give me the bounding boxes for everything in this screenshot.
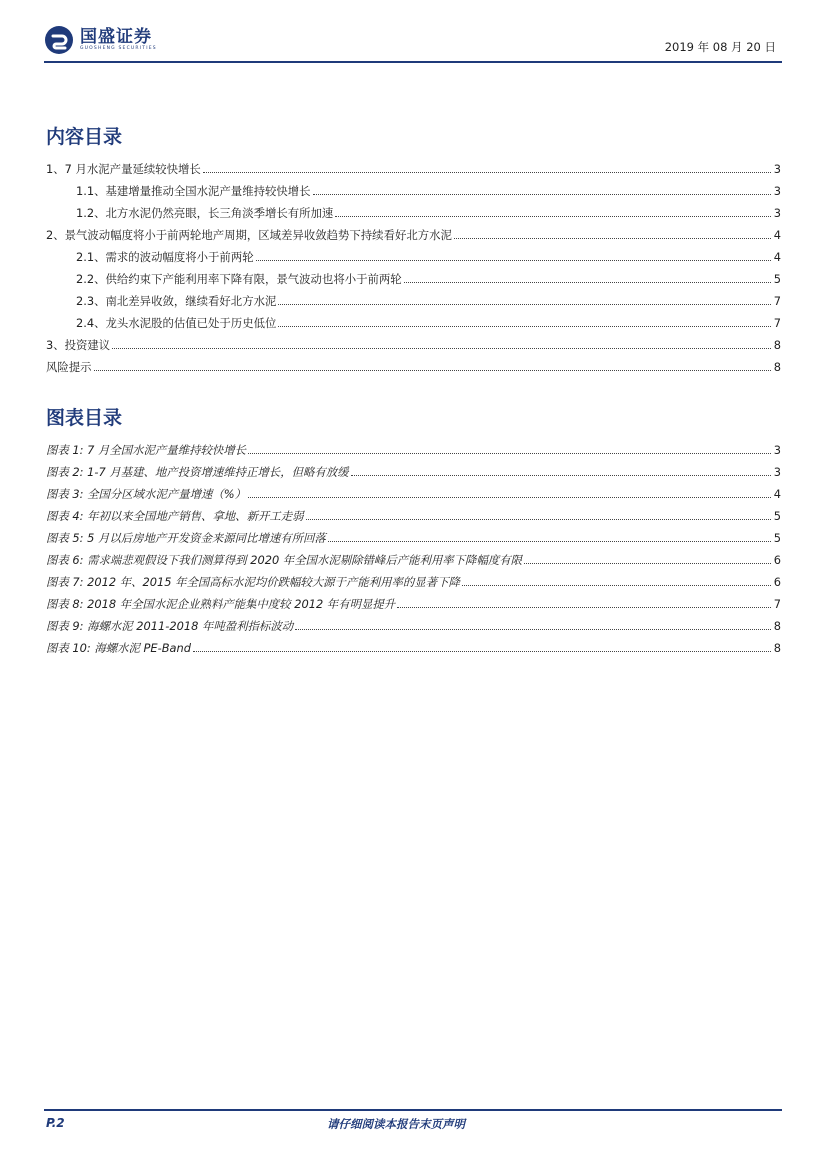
leader-dots: [248, 453, 771, 454]
figure-entry-label: 图表 8: 2018 年全国水泥企业熟料产能集中度较 2012 年有明显提升: [46, 597, 396, 611]
leader-dots: [203, 172, 771, 173]
toc-entry-page: 5: [773, 272, 781, 286]
toc-entry-page: 3: [773, 162, 781, 176]
leader-dots: [256, 260, 771, 261]
page-header: [44, 22, 782, 62]
figure-entry[interactable]: [46, 615, 781, 633]
leader-dots: [454, 238, 771, 239]
figure-entry-label: 图表 6: 需求端悲观假设下我们测算得到 2020 年全国水泥剔除错峰后产能利用率下降幅度有限: [46, 553, 523, 567]
figure-entry-page: 7: [773, 597, 781, 611]
leader-dots: [404, 282, 771, 283]
toc-entry-label: 2、景气波动幅度将小于前两轮地产周期，区域差异收敛趋势下持续看好北方水泥: [46, 228, 452, 242]
report-date: 2019 年 08 月 20 日: [664, 40, 776, 54]
toc-entry-label: 2.2、供给约束下产能利用率下降有限，景气波动也将小于前两轮: [76, 272, 402, 286]
toc-entry-label: 风险提示: [46, 360, 92, 374]
footer-divider: [44, 1109, 782, 1111]
leader-dots: [335, 216, 770, 217]
toc-entry[interactable]: [46, 334, 781, 352]
figure-entry[interactable]: [46, 439, 781, 457]
toc-entry-page: 4: [773, 228, 781, 242]
figure-entry-page: 3: [773, 443, 781, 457]
leader-dots: [351, 475, 771, 476]
leader-dots: [295, 629, 771, 630]
toc-entry-label: 2.4、龙头水泥股的估值已处于历史低位: [76, 316, 277, 330]
contents-title: 内容目录: [46, 126, 123, 148]
toc-entry-page: 3: [773, 206, 781, 220]
figure-entry-page: 6: [773, 575, 781, 589]
figure-entry-label: 图表 10: 海螺水泥 PE-Band: [46, 641, 191, 655]
leader-dots: [462, 585, 771, 586]
figures-title: 图表目录: [46, 407, 123, 429]
figure-entry-label: 图表 2: 1-7 月基建、地产投资增速维持正增长，但略有放缓: [46, 465, 349, 479]
figure-entry-page: 3: [773, 465, 781, 479]
figure-entry-page: 5: [773, 531, 781, 545]
logo-mark-icon: [44, 25, 74, 55]
toc-entry-page: 7: [773, 294, 781, 308]
page-number: P.2: [46, 1116, 65, 1130]
toc-entry[interactable]: [76, 290, 781, 308]
leader-dots: [278, 326, 770, 327]
figure-entry[interactable]: [46, 593, 781, 611]
logo-name-en: GUOSHENG SECURITIES: [80, 46, 157, 51]
figure-entry[interactable]: [46, 483, 781, 501]
figure-entry[interactable]: [46, 505, 781, 523]
toc-entry-page: 3: [773, 184, 781, 198]
leader-dots: [306, 519, 771, 520]
figure-entry-page: 6: [773, 553, 781, 567]
figure-entry-page: 8: [773, 641, 781, 655]
figure-entry[interactable]: [46, 549, 781, 567]
leader-dots: [193, 651, 771, 652]
toc-entry[interactable]: [76, 180, 781, 198]
leader-dots: [313, 194, 771, 195]
toc-entry[interactable]: [46, 158, 781, 176]
leader-dots: [112, 348, 771, 349]
toc-entry-label: 1.2、北方水泥仍然亮眼，长三角淡季增长有所加速: [76, 206, 334, 220]
logo-name-cn: 国盛证券: [80, 27, 152, 47]
figure-entry[interactable]: [46, 527, 781, 545]
toc-entry-page: 8: [773, 338, 781, 352]
toc-entry-label: 2.1、需求的波动幅度将小于前两轮: [76, 250, 254, 264]
toc-entry-label: 1.1、基建增量推动全国水泥产量维持较快增长: [76, 184, 311, 198]
figure-entry[interactable]: [46, 571, 781, 589]
toc-entry[interactable]: [76, 312, 781, 330]
figure-entry-page: 4: [773, 487, 781, 501]
figure-entry-label: 图表 7: 2012 年、2015 年全国高标水泥均价跌幅较大源于产能利用率的显著下降: [46, 575, 460, 589]
toc-entry[interactable]: [76, 202, 781, 220]
figure-entry[interactable]: [46, 461, 781, 479]
leader-dots: [278, 304, 770, 305]
toc-entry-label: 3、投资建议: [46, 338, 111, 352]
toc-entry[interactable]: [76, 268, 781, 286]
disclaimer-note: 请仔细阅读本报告末页声明: [327, 1117, 465, 1131]
figure-entry-label: 图表 9: 海螺水泥 2011-2018 年吨盈利指标波动: [46, 619, 294, 633]
figure-entry-page: 5: [773, 509, 781, 523]
toc-entry[interactable]: [46, 224, 781, 242]
figure-entry-page: 8: [773, 619, 781, 633]
leader-dots: [94, 370, 771, 371]
toc-entry-page: 4: [773, 250, 781, 264]
figure-entry-label: 图表 5: 5 月以后房地产开发资金来源同比增速有所回落: [46, 531, 326, 545]
toc-entry-label: 2.3、南北差异收敛，继续看好北方水泥: [76, 294, 277, 308]
figure-entry[interactable]: [46, 637, 781, 655]
leader-dots: [328, 541, 771, 542]
toc-entry[interactable]: [76, 246, 781, 264]
leader-dots: [397, 607, 771, 608]
toc-entry-page: 8: [773, 360, 781, 374]
figure-entry-label: 图表 1: 7 月全国水泥产量维持较快增长: [46, 443, 247, 457]
toc-entry-page: 7: [773, 316, 781, 330]
company-logo: [44, 22, 157, 58]
toc-entry-label: 1、7 月水泥产量延续较快增长: [46, 162, 201, 176]
leader-dots: [248, 497, 771, 498]
header-divider: [44, 61, 782, 63]
leader-dots: [524, 563, 771, 564]
toc-entry[interactable]: [46, 356, 781, 374]
figure-entry-label: 图表 3: 全国分区域水泥产量增速（%）: [46, 487, 247, 501]
figure-entry-label: 图表 4: 年初以来全国地产销售、拿地、新开工走弱: [46, 509, 304, 523]
